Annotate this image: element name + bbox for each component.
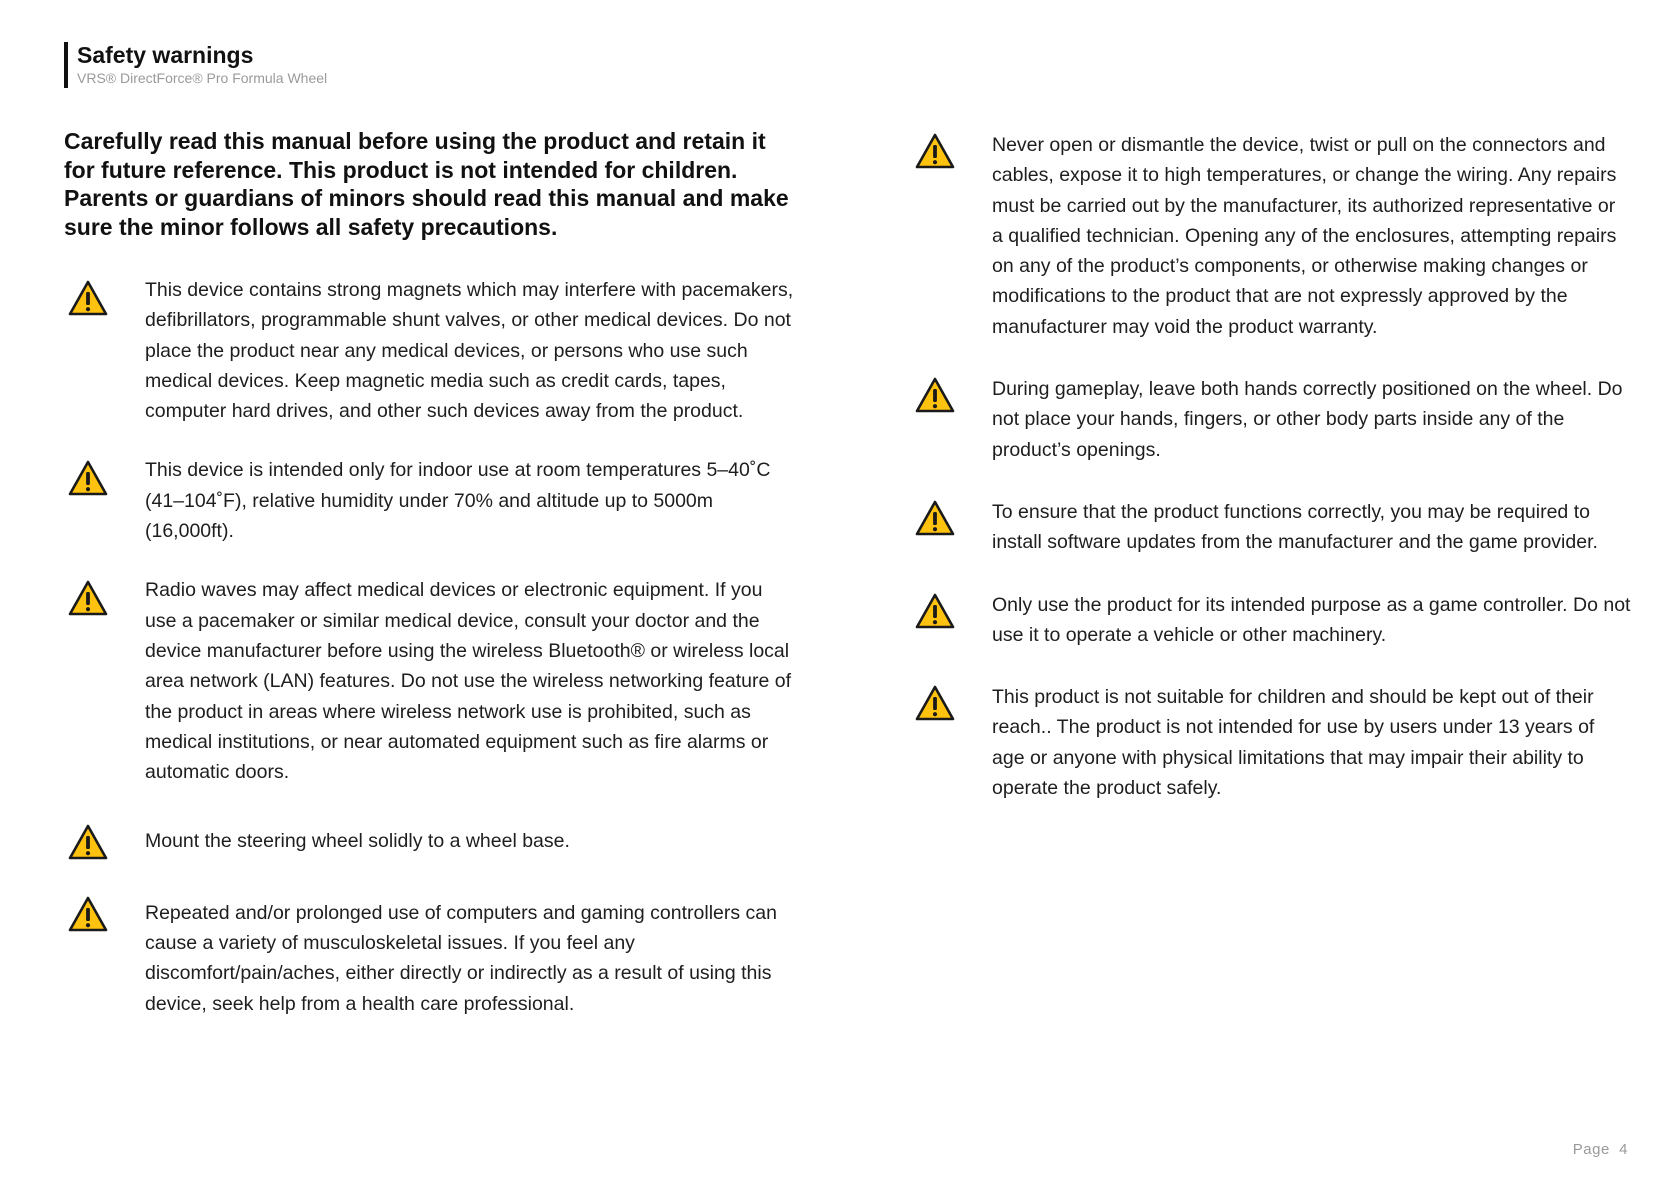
- warning-triangle-icon: [68, 580, 108, 616]
- page-label: Page: [1572, 1141, 1610, 1158]
- warning-text: This device is intended only for indoor use at room temperatures 5–40˚C (41–104˚F), relative humidity under 70% and altitude up to 5000m (16,000ft).: [145, 459, 771, 543]
- warning-triangle-icon: [68, 460, 108, 496]
- warning-triangle-icon: [915, 593, 955, 629]
- warning-item: [911, 590, 1631, 651]
- section-header: [64, 42, 327, 88]
- warning-text: To ensure that the product functions correctly, you may be required to install software updates from the manufacturer and the game provider.: [992, 500, 1598, 554]
- warning-text: Only use the product for its intended purpose as a game controller. Do not use it to operate a vehicle or other machinery.: [992, 593, 1631, 646]
- warning-text: During gameplay, leave both hands correctly positioned on the wheel. Do not place your hands, fingers, or other body parts inside any of the product’s openings.: [992, 378, 1623, 461]
- warning-text: Never open or dismantle the device, twist or pull on the connectors and cables, expose it to high temperatures, or change the wiring. Any repairs must be carried out by the manufacturer, its authorized representative or a qualified technician. Opening any of the enclosures, attempting repairs on any of the product’s components, or otherwise making changes or modifications to the product that are not expressly approved by the manufacturer may void the product warranty.: [992, 134, 1617, 338]
- warning-triangle-icon: [68, 896, 108, 932]
- warning-item: [64, 455, 794, 546]
- page-number: [1573, 1141, 1628, 1158]
- intro-paragraph: Carefully read this manual before using the product and retain it for future reference. This product is not intended for children. Parents or guardians of minors should read this manual and make sure the minor follows all safety precautions.: [64, 128, 789, 240]
- warning-triangle-icon: [915, 377, 955, 413]
- product-subtitle: VRS® DirectForce® Pro Formula Wheel: [77, 70, 328, 86]
- warning-triangle-icon: [68, 280, 108, 316]
- warning-item: [911, 374, 1631, 465]
- warning-text: This device contains strong magnets which may interfere with pacemakers, defibrillators, programmable shunt valves, or other medical devices. Do not place the product near any medical devices, or persons who use such medical devices. Keep magnetic media such as credit cards, tapes, computer hard drives, and other such devices away from the product.: [145, 279, 794, 423]
- warning-item: [64, 826, 794, 856]
- warning-text: Repeated and/or prolonged use of computers and gaming controllers can cause a variety of musculoskeletal issues. If you feel any discomfort/pain/aches, either directly or indirectly as a result of using this device, seek help from a health care professional.: [145, 901, 777, 1015]
- page-title: Safety warnings: [77, 42, 254, 68]
- warning-item: [911, 497, 1631, 558]
- warning-item: [911, 130, 1631, 342]
- warning-text: Radio waves may affect medical devices or electronic equipment. If you use a pacemaker or similar medical device, consult your doctor and the device manufacturer before using the wireless Bluetooth® or wireless local area network (LAN) features. Do not use the wireless networking feature of the product in areas where wireless network use is prohibited, such as medical institutions, or near automated equipment such as fire alarms or automatic doors.: [145, 579, 791, 784]
- left-warning-column: [64, 275, 794, 1019]
- right-warning-column: [911, 130, 1631, 803]
- warning-text: This product is not suitable for children and should be kept out of their reach.. The product is not intended for use by users under 13 years of age or anyone with physical limitations that may impair their ability to operate the product safely.: [992, 686, 1595, 800]
- warning-item: [64, 275, 794, 426]
- warning-triangle-icon: [68, 824, 108, 860]
- warning-item: [911, 682, 1631, 803]
- warning-item: [64, 898, 794, 1019]
- warning-item: [64, 575, 794, 787]
- warning-triangle-icon: [915, 500, 955, 536]
- page-number-value: 4: [1619, 1141, 1628, 1158]
- warning-text: Mount the steering wheel solidly to a wheel base.: [145, 830, 570, 853]
- warning-triangle-icon: [915, 685, 955, 721]
- warning-triangle-icon: [915, 133, 955, 169]
